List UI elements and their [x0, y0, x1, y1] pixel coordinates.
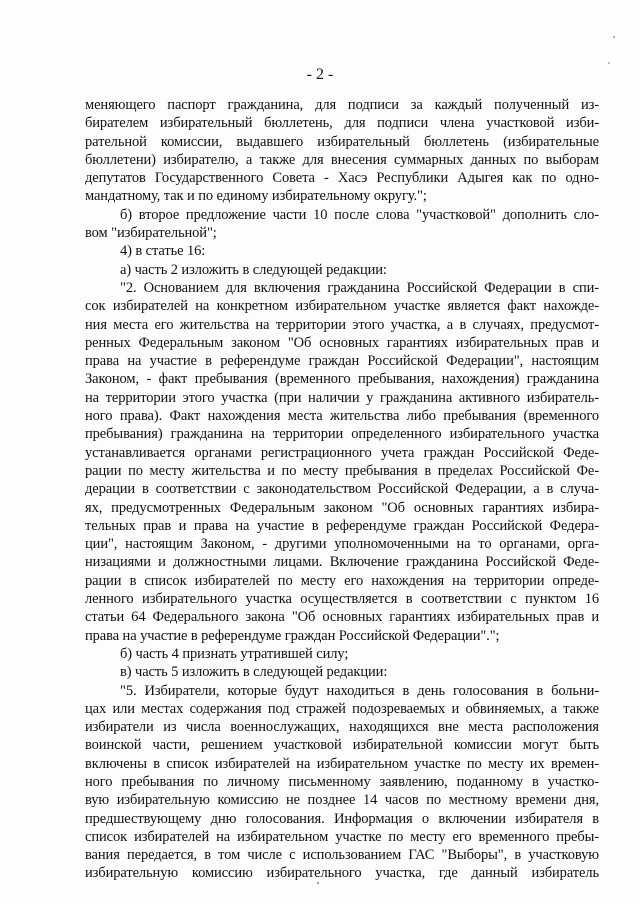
text-line: цах или местах содержания под стражей подозреваемых и обвиняемых, а также: [85, 700, 599, 717]
text-line: мандатному, так и по единому избирательному округу.";: [85, 188, 427, 205]
text-line: дерации в соответствии с законодательством Российской Федерации, а в случа-: [85, 481, 599, 498]
text-line: на территории этого участка (при наличии у гражданина активного избиратель-: [85, 389, 599, 406]
page-number: - 2 -: [306, 66, 334, 83]
text-line: ленного избирательного участка осуществляется в соответствии с пунктом 16: [85, 591, 599, 608]
text-line: избирательную комиссию избирательного участка, где данный избиратель: [85, 865, 599, 882]
text-line: Законом, - факт пребывания (временного пребывания, нахождения) гражданина: [85, 371, 599, 388]
text-line: а) часть 2 изложить в следующей редакции:: [120, 261, 387, 278]
text-line: сок избирателей на конкретном избирательном участке является факт нахожде-: [85, 298, 599, 315]
text-line: вую избирательную комиссию не позднее 14 часов по местному времени дня,: [85, 792, 599, 809]
text-line: ного права). Факт нахождения места жительства либо пребывания (временного: [85, 408, 599, 425]
text-line: вания передается, в том числе с использованием ГАС "Выборы", в участковую: [85, 847, 599, 864]
text-line: б) второе предложение части 10 после слова "участковой" дополнить сло-: [120, 206, 599, 223]
text-line: устанавливается органами регистрационного учета граждан Российской Феде-: [85, 444, 599, 461]
text-line: рации по месту жительства и по месту пребывания в пределах Российской Фе-: [85, 462, 599, 479]
text-line: меняющего паспорт гражданина, для подписи за каждый полученный из-: [85, 97, 599, 113]
document-body: [85, 96, 599, 883]
text-line: "2. Основанием для включения гражданина Российской Федерации в спи-: [120, 279, 599, 296]
text-line: статьи 64 Федерального закона "Об основных гарантиях избирательных прав и: [85, 609, 599, 626]
text-line: ях, предусмотренных Федеральным законом "Об основных гарантиях избира-: [85, 499, 599, 516]
text-line: включены в список избирателей на избирательном участке по месту их времен-: [85, 755, 599, 772]
text-line: список избирателей на избирательном участке по месту его временного пребы-: [85, 828, 599, 845]
text-line: вом "избирательной";: [85, 225, 217, 242]
text-line: пребывания) гражданина на территории определенного избирательного участка: [85, 426, 599, 443]
text-line: ного пребывания по личному письменному заявлению, поданному в участко-: [85, 773, 599, 790]
text-line: права на участие в референдуме граждан Российской Федерации", настоящим: [85, 353, 599, 370]
text-line: ренных Федеральным законом "Об основных гарантиях избирательных прав и: [85, 334, 599, 351]
text-line: рательной комиссии, выдавшего избирательный бюллетень (избирательные: [85, 133, 599, 150]
text-line: предшествующему дню голосования. Информация о включении избирателя в: [85, 810, 599, 827]
text-line: ния места его жительства на территории этого участка, а в случаях, предусмот-: [85, 316, 599, 333]
text-line: бирателем избирательный бюллетень, для подписи члена участковой изби-: [85, 115, 599, 132]
text-line: депутатов Государственного Совета - Хасэ Республики Адыгея как по одно-: [85, 170, 599, 187]
text-line: права на участие в референдуме граждан Российской Федерации".";: [85, 627, 500, 644]
text-line: "5. Избиратели, которые будут находиться в день голосования в больни-: [120, 682, 599, 699]
text-line: бюллетени) избирателю, а также для внесения суммарных данных по выборам: [85, 151, 599, 168]
text-line: ции", настоящим Законом, - другими уполномоченными на то органами, орга-: [85, 536, 599, 553]
text-line: избиратели из числа военнослужащих, находящихся вне места расположения: [85, 719, 599, 736]
text-line: в) часть 5 изложить в следующей редакции:: [120, 664, 388, 681]
text-line: тельных прав и права на участие в референдуме граждан Российской Федера-: [85, 517, 599, 534]
text-line: воинской части, решением участковой избирательной комиссии могут быть: [85, 737, 599, 754]
text-line: 4) в статье 16:: [120, 243, 206, 260]
text-line: б) часть 4 признать утратившей силу;: [120, 645, 349, 662]
text-line: низациями и должностными лицами. Включение гражданина Российской Феде-: [85, 554, 599, 571]
text-line: рации в список избирателей по месту его нахождения на территории опреде-: [85, 572, 599, 589]
